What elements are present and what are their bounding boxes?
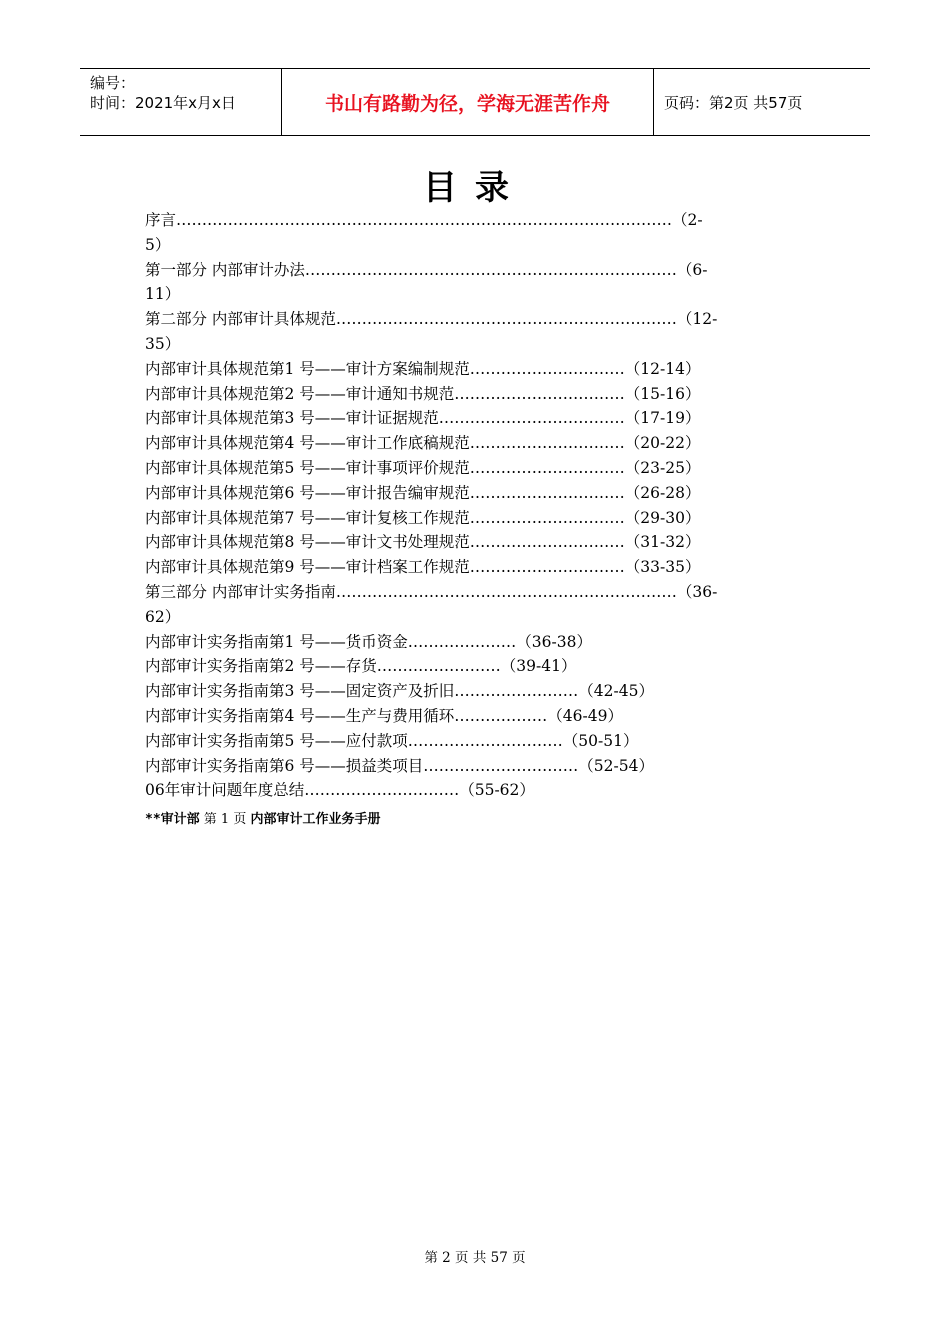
toc-entry-annual-summary[interactable]: 06年审计问题年度总结…………………………（55-62） (145, 781, 535, 800)
toc-entry-spec-4[interactable]: 内部审计具体规范第4 号——审计工作底稿规范…………………………（20-22） (145, 434, 701, 453)
page-footer: 第 2 页 共 57 页 (424, 1250, 526, 1266)
header-page-code: 页码：第2页 共57页 (664, 93, 803, 112)
header-motto: 书山有路勤为径，学海无涯苦作舟 (282, 69, 654, 135)
page-title: 目录 (423, 168, 527, 208)
toc-entry-guide-2[interactable]: 内部审计实务指南第2 号——存货……………………（39-41） (145, 657, 577, 676)
toc-entry-preface-cont: 5） (145, 235, 171, 254)
page-header (80, 68, 870, 136)
toc-entry-part-3[interactable]: 第三部分 内部审计实务指南…………………………………………………………（36- (145, 582, 718, 601)
toc-entry-guide-5[interactable]: 内部审计实务指南第5 号——应付款项…………………………（50-51） (145, 731, 639, 750)
table-of-contents (145, 208, 795, 803)
toc-entry-spec-5[interactable]: 内部审计具体规范第5 号——审计事项评价规范…………………………（23-25） (145, 458, 701, 477)
toc-entry-spec-1[interactable]: 内部审计具体规范第1 号——审计方案编制规范…………………………（12-14） (145, 359, 701, 378)
footnote-manual: 内部审计工作业务手册 (250, 812, 381, 827)
date-label: 时间：2021年x月x日 (90, 94, 236, 112)
footnote-page: 第 1 页 (199, 812, 251, 827)
toc-entry-preface[interactable]: 序言……………………………………………………………………………………（2- (145, 211, 703, 229)
toc-entry-spec-3[interactable]: 内部审计具体规范第3 号——审计证据规范………………………………（17-19） (145, 409, 701, 428)
toc-entry-spec-6[interactable]: 内部审计具体规范第6 号——审计报告编审规范…………………………（26-28） (145, 483, 701, 502)
toc-entry-part-2[interactable]: 第二部分 内部审计具体规范…………………………………………………………（12- (145, 310, 718, 329)
toc-entry-spec-9[interactable]: 内部审计具体规范第9 号——审计档案工作规范…………………………（33-35） (145, 558, 701, 577)
toc-entry-part-1-cont: 11） (145, 285, 181, 304)
toc-entry-spec-2[interactable]: 内部审计具体规范第2 号——审计通知书规范……………………………（15-16） (145, 384, 701, 403)
toc-entry-guide-6[interactable]: 内部审计实务指南第6 号——损益类项目…………………………（52-54） (145, 756, 654, 775)
number-label: 编号： (90, 74, 136, 92)
footnote-dept: **审计部 (145, 812, 200, 827)
toc-entry-part-1[interactable]: 第一部分 内部审计办法………………………………………………………………（6- (145, 260, 708, 279)
toc-entry-guide-3[interactable]: 内部审计实务指南第3 号——固定资产及折旧……………………（42-45） (145, 682, 654, 701)
toc-entry-spec-7[interactable]: 内部审计具体规范第7 号——审计复核工作规范…………………………（29-30） (145, 508, 701, 527)
toc-entry-spec-8[interactable]: 内部审计具体规范第8 号——审计文书处理规范…………………………（31-32） (145, 533, 701, 552)
footnote (145, 808, 380, 827)
toc-entry-part-3-cont: 62） (145, 607, 181, 626)
toc-entry-part-2-cont: 35） (145, 334, 181, 353)
header-meta (80, 69, 282, 135)
toc-entry-guide-4[interactable]: 内部审计实务指南第4 号——生产与费用循环………………（46-49） (145, 706, 623, 725)
toc-entry-guide-1[interactable]: 内部审计实务指南第1 号——货币资金…………………（36-38） (145, 632, 592, 651)
